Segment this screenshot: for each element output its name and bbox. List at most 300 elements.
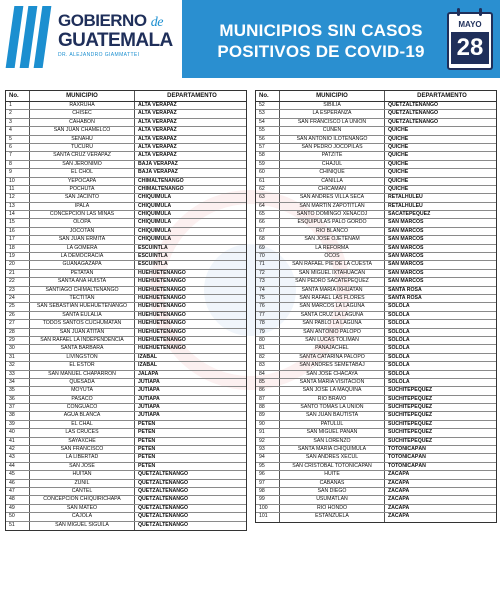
cell-no: 1 bbox=[6, 102, 30, 109]
table-row bbox=[6, 429, 246, 437]
cell-departamento: SAN MARCOS bbox=[388, 244, 424, 251]
table-row bbox=[6, 522, 246, 530]
table-row bbox=[6, 496, 246, 504]
cell-no: 57 bbox=[256, 144, 280, 151]
cell-no: 35 bbox=[6, 387, 30, 394]
cell-municipio: RIO BRAVO bbox=[280, 396, 385, 403]
table-row bbox=[256, 463, 496, 471]
table-row bbox=[6, 337, 246, 345]
cell-departamento: SOLOLÁ bbox=[388, 353, 410, 360]
cell-municipio: SAN JUAN CHAMELCO bbox=[30, 127, 135, 134]
cell-departamento: JALAPA bbox=[138, 370, 159, 377]
cell-departamento: HUEHUETENANGO bbox=[138, 294, 186, 301]
cell-no: 85 bbox=[256, 379, 280, 386]
cell-no: 33 bbox=[6, 371, 30, 378]
cell-departamento: HUEHUETENANGO bbox=[138, 269, 186, 276]
cell-municipio: PASACO bbox=[30, 396, 135, 403]
table-row bbox=[6, 161, 246, 169]
cell-municipio: SANTA CATARINA PALOPO bbox=[280, 354, 385, 361]
cell-municipio: SAYAXCHE bbox=[30, 438, 135, 445]
table-row bbox=[256, 136, 496, 144]
table-row bbox=[6, 488, 246, 496]
cell-municipio: SAN ANTONIO ILOTENANGO bbox=[280, 136, 385, 143]
cell-no: 72 bbox=[256, 270, 280, 277]
table-row bbox=[256, 404, 496, 412]
cell-departamento: TOTONICAPÁN bbox=[388, 454, 426, 461]
cell-departamento: BAJA VERAPAZ bbox=[138, 169, 178, 176]
cell-no: 5 bbox=[6, 136, 30, 143]
cell-no: 46 bbox=[6, 480, 30, 487]
table-row bbox=[6, 421, 246, 429]
calendar-month: MAYO bbox=[458, 20, 482, 29]
cell-municipio: CABAÑAS bbox=[280, 480, 385, 487]
cell-departamento: QUETZALTENANGO bbox=[138, 496, 189, 503]
cell-no: 88 bbox=[256, 404, 280, 411]
cell-departamento: QUICHÉ bbox=[388, 152, 409, 159]
cell-municipio: SAN JOSE bbox=[30, 463, 135, 470]
table-row bbox=[256, 488, 496, 496]
cell-municipio: SAN DIEGO bbox=[280, 488, 385, 495]
table-row bbox=[6, 438, 246, 446]
cell-municipio: SAN JOSE CHACAYA bbox=[280, 371, 385, 378]
cell-municipio: SAN JOSE OJETENAM bbox=[280, 236, 385, 243]
cell-municipio: GUANAGAZAPA bbox=[30, 261, 135, 268]
cell-no: 29 bbox=[6, 337, 30, 344]
cell-municipio: SAN JOSE LA MAQUINA bbox=[280, 387, 385, 394]
cell-departamento: SUCHITEPÉQUEZ bbox=[388, 437, 433, 444]
cell-departamento: QUICHÉ bbox=[388, 185, 409, 192]
cell-municipio: SANTA CRUZ LA LAGUNA bbox=[280, 312, 385, 319]
cell-municipio: SANTA EULALIA bbox=[30, 312, 135, 319]
table-row bbox=[6, 211, 246, 219]
cell-municipio: EL ESTOR bbox=[30, 362, 135, 369]
cell-municipio: SAN RAFAEL PIE DE LA CUESTA bbox=[280, 261, 385, 268]
cell-no: 31 bbox=[6, 354, 30, 361]
cell-no: 69 bbox=[256, 245, 280, 252]
table-row bbox=[6, 203, 246, 211]
table-row bbox=[256, 471, 496, 479]
cell-no: 54 bbox=[256, 119, 280, 126]
cell-municipio: CONCEPCION LAS MINAS bbox=[30, 211, 135, 218]
cell-municipio: SIBILIA bbox=[280, 102, 385, 109]
cell-no: 4 bbox=[6, 127, 30, 134]
cell-municipio: SAN FRANCISCO LA UNION bbox=[280, 119, 385, 126]
header-departamento: DEPARTAMENTO bbox=[167, 93, 217, 99]
table-row bbox=[256, 412, 496, 420]
cell-departamento: ZACAPA bbox=[388, 513, 410, 520]
calendar-icon bbox=[447, 8, 493, 70]
cell-departamento: QUICHÉ bbox=[388, 135, 409, 142]
table-row bbox=[6, 471, 246, 479]
cell-municipio: SAN ANDRES VILLA SECA bbox=[280, 194, 385, 201]
cell-departamento: SAN MARCOS bbox=[388, 278, 424, 285]
cell-municipio: SAN SEBASTIAN HUEHUETENANGO bbox=[30, 303, 135, 310]
cell-no: 17 bbox=[6, 236, 30, 243]
table-row bbox=[256, 379, 496, 387]
cell-municipio: USUMATLAN bbox=[280, 496, 385, 503]
cell-no: 38 bbox=[6, 412, 30, 419]
table-row bbox=[256, 303, 496, 311]
cell-municipio: SAN JACINTO bbox=[30, 194, 135, 201]
cell-no: 26 bbox=[6, 312, 30, 319]
cell-municipio: SAN MATEO bbox=[30, 505, 135, 512]
table-row bbox=[256, 505, 496, 513]
table-row bbox=[6, 396, 246, 404]
cell-no: 89 bbox=[256, 412, 280, 419]
cell-no: 93 bbox=[256, 446, 280, 453]
cell-no: 101 bbox=[256, 513, 280, 521]
cell-no: 44 bbox=[6, 463, 30, 470]
cell-departamento: SAN MARCOS bbox=[388, 236, 424, 243]
cell-departamento: CHIMALTENANGO bbox=[138, 185, 184, 192]
cell-departamento: QUETZALTENANGO bbox=[138, 521, 189, 528]
cell-no: 41 bbox=[6, 438, 30, 445]
cell-municipio: EL CHOL bbox=[30, 169, 135, 176]
table-row bbox=[256, 203, 496, 211]
municipios-table-right bbox=[255, 90, 497, 523]
table-row bbox=[6, 245, 246, 253]
cell-no: 30 bbox=[6, 345, 30, 352]
cell-no: 40 bbox=[6, 429, 30, 436]
table-row bbox=[6, 169, 246, 177]
cell-no: 13 bbox=[6, 203, 30, 210]
table-row bbox=[256, 345, 496, 353]
cell-no: 51 bbox=[6, 522, 30, 530]
table-row bbox=[256, 287, 496, 295]
cell-departamento: HUEHUETENANGO bbox=[138, 345, 186, 352]
cell-municipio: TECTITAN bbox=[30, 295, 135, 302]
cell-departamento: SAN MARCOS bbox=[388, 227, 424, 234]
cell-no: 15 bbox=[6, 219, 30, 226]
table-row bbox=[6, 320, 246, 328]
cell-departamento: SOLOLÁ bbox=[388, 328, 410, 335]
cell-municipio: LA LIBERTAD bbox=[30, 454, 135, 461]
cell-municipio: SAN MIGUEL PANAN bbox=[280, 429, 385, 436]
table-row bbox=[6, 287, 246, 295]
cell-departamento: SUCHITEPÉQUEZ bbox=[388, 395, 433, 402]
cell-municipio: CONGUACO bbox=[30, 404, 135, 411]
cell-departamento: SOLOLÁ bbox=[388, 370, 410, 377]
cell-departamento: QUETZALTENANGO bbox=[138, 487, 189, 494]
table-row bbox=[6, 253, 246, 261]
cell-departamento: CHIQUIMULA bbox=[138, 202, 172, 209]
cell-municipio: ESTANZUELA bbox=[280, 513, 385, 521]
table-row bbox=[256, 421, 496, 429]
cell-departamento: ALTA VERAPAZ bbox=[138, 143, 177, 150]
table-row bbox=[6, 345, 246, 353]
cell-municipio: PETATAN bbox=[30, 270, 135, 277]
cell-departamento: SOLOLÁ bbox=[388, 303, 410, 310]
cell-municipio: CONCEPCION CHIQUIRICHAPA bbox=[30, 496, 135, 503]
cell-departamento: CHIQUIMULA bbox=[138, 194, 172, 201]
cell-municipio: AGUA BLANCA bbox=[30, 412, 135, 419]
table-row bbox=[6, 513, 246, 521]
cell-departamento: CHIQUIMULA bbox=[138, 236, 172, 243]
table-row bbox=[256, 211, 496, 219]
cell-municipio: CHINIQUE bbox=[280, 169, 385, 176]
table-row bbox=[6, 295, 246, 303]
cell-departamento: ESCUINTLA bbox=[138, 253, 168, 260]
cell-departamento: SOLOLÁ bbox=[388, 320, 410, 327]
cell-no: 66 bbox=[256, 219, 280, 226]
page-title bbox=[196, 20, 446, 62]
cell-municipio: POCHUTA bbox=[30, 186, 135, 193]
cell-no: 91 bbox=[256, 429, 280, 436]
cell-departamento: CHIMALTENANGO bbox=[138, 177, 184, 184]
cell-no: 53 bbox=[256, 110, 280, 117]
cell-municipio: SAN LUCAS TOLIMAN bbox=[280, 337, 385, 344]
table-row bbox=[256, 253, 496, 261]
cell-no: 62 bbox=[256, 186, 280, 193]
table-row bbox=[6, 454, 246, 462]
table-row bbox=[256, 178, 496, 186]
cell-municipio: SAN FRANCISCO bbox=[30, 446, 135, 453]
cell-municipio: SAN ANDRES SEMETABAJ bbox=[280, 362, 385, 369]
table-row bbox=[256, 119, 496, 127]
cell-departamento: SOLOLÁ bbox=[388, 345, 410, 352]
cell-municipio: SAN ANDRES XECUL bbox=[280, 454, 385, 461]
cell-municipio: RAXRUHA bbox=[30, 102, 135, 109]
cell-municipio: SANTA ANA HUISTA bbox=[30, 278, 135, 285]
cell-departamento: QUETZALTENANGO bbox=[388, 118, 439, 125]
table-row bbox=[256, 496, 496, 504]
table-body-right bbox=[256, 102, 496, 522]
cell-no: 75 bbox=[256, 295, 280, 302]
table-row bbox=[6, 303, 246, 311]
cell-municipio: SAN ANTONIO PALOPO bbox=[280, 329, 385, 336]
cell-no: 21 bbox=[6, 270, 30, 277]
cell-no: 98 bbox=[256, 488, 280, 495]
cell-no: 19 bbox=[6, 253, 30, 260]
header-municipio: MUNICIPIO bbox=[280, 91, 385, 101]
table-row bbox=[256, 152, 496, 160]
cell-departamento: ZACAPA bbox=[388, 496, 410, 503]
logo-text bbox=[58, 12, 180, 58]
cell-departamento: ZACAPA bbox=[388, 504, 410, 511]
cell-departamento: ESCUINTLA bbox=[138, 244, 168, 251]
cell-no: 36 bbox=[6, 396, 30, 403]
cell-departamento: SOLOLÁ bbox=[388, 311, 410, 318]
cell-no: 25 bbox=[6, 303, 30, 310]
cell-municipio: SAN JUAN ERMITA bbox=[30, 236, 135, 243]
cell-municipio: SAN MARCOS LA LAGUNA bbox=[280, 303, 385, 310]
cell-municipio: CUNEN bbox=[280, 127, 385, 134]
cell-no: 95 bbox=[256, 463, 280, 470]
cell-municipio: SAN JUAN BAUTISTA bbox=[280, 412, 385, 419]
cell-departamento: CHIQUIMULA bbox=[138, 211, 172, 218]
table-row bbox=[6, 102, 246, 110]
table-row bbox=[256, 161, 496, 169]
cell-municipio: PATULUL bbox=[280, 421, 385, 428]
title-line2: POSITIVOS DE COVID-19 bbox=[217, 42, 425, 61]
table-row bbox=[256, 278, 496, 286]
table-row bbox=[6, 152, 246, 160]
table-row bbox=[256, 337, 496, 345]
table-row bbox=[256, 480, 496, 488]
cell-no: 79 bbox=[256, 329, 280, 336]
cell-departamento: QUICHÉ bbox=[388, 143, 409, 150]
logo-line3: DR. ALEJANDRO GIAMMATTEI bbox=[58, 52, 140, 58]
table-row bbox=[6, 119, 246, 127]
cell-departamento: HUEHUETENANGO bbox=[138, 311, 186, 318]
table-row bbox=[6, 371, 246, 379]
table-row bbox=[256, 329, 496, 337]
table-row bbox=[256, 261, 496, 269]
table-row bbox=[256, 429, 496, 437]
cell-departamento: SANTA ROSA bbox=[388, 286, 422, 293]
cell-no: 9 bbox=[6, 169, 30, 176]
header-municipio: MUNICIPIO bbox=[30, 91, 135, 101]
table-row bbox=[6, 463, 246, 471]
cell-departamento: SUCHITEPÉQUEZ bbox=[388, 404, 433, 411]
cell-departamento: TOTONICAPÁN bbox=[388, 446, 426, 453]
cell-municipio: SANTA MARIA VISITACION bbox=[280, 379, 385, 386]
cell-no: 99 bbox=[256, 496, 280, 503]
cell-municipio: LA GOMERA bbox=[30, 245, 135, 252]
cell-municipio: SAN PEDRO JOCOPILAS bbox=[280, 144, 385, 151]
cell-no: 28 bbox=[6, 329, 30, 336]
cell-no: 97 bbox=[256, 480, 280, 487]
cell-departamento: PETÉN bbox=[138, 437, 156, 444]
cell-departamento: HUEHUETENANGO bbox=[138, 286, 186, 293]
cell-no: 50 bbox=[6, 513, 30, 520]
table-row bbox=[256, 186, 496, 194]
table-row bbox=[6, 127, 246, 135]
cell-no: 59 bbox=[256, 161, 280, 168]
cell-municipio: SANTA MARIA IXHUATAN bbox=[280, 287, 385, 294]
cell-departamento: SUCHITEPÉQUEZ bbox=[388, 412, 433, 419]
header-departamento: DEPARTAMENTO bbox=[417, 93, 467, 99]
cell-departamento: SUCHITEPÉQUEZ bbox=[388, 420, 433, 427]
table-row bbox=[256, 446, 496, 454]
cell-no: 55 bbox=[256, 127, 280, 134]
cell-no: 6 bbox=[6, 144, 30, 151]
table-row bbox=[6, 354, 246, 362]
cell-departamento: PETÉN bbox=[138, 420, 156, 427]
cell-departamento: JUTIAPA bbox=[138, 378, 160, 385]
table-row bbox=[256, 127, 496, 135]
calendar-rings bbox=[447, 8, 493, 16]
title-banner bbox=[182, 0, 500, 78]
cell-municipio: CANTEL bbox=[30, 488, 135, 495]
cell-departamento: SUCHITEPÉQUEZ bbox=[388, 387, 433, 394]
cell-departamento: SOLOLÁ bbox=[388, 336, 410, 343]
cell-municipio: SAN MIGUEL SIGUILA bbox=[30, 522, 135, 530]
cell-municipio: IPALA bbox=[30, 203, 135, 210]
table-row bbox=[256, 110, 496, 118]
table-row bbox=[256, 371, 496, 379]
table-row bbox=[6, 412, 246, 420]
cell-no: 100 bbox=[256, 505, 280, 512]
cell-departamento: RETALHULEU bbox=[388, 202, 423, 209]
cell-no: 74 bbox=[256, 287, 280, 294]
cell-municipio: SAN CRISTOBAL TOTONICAPAN bbox=[280, 463, 385, 470]
cell-no: 3 bbox=[6, 119, 30, 126]
cell-municipio: LA REFORMA bbox=[280, 245, 385, 252]
municipios-table-left bbox=[5, 90, 247, 531]
header bbox=[0, 0, 500, 78]
cell-municipio: OCOS bbox=[280, 253, 385, 260]
cell-departamento: ZACAPA bbox=[388, 479, 410, 486]
cell-no: 14 bbox=[6, 211, 30, 218]
table-row bbox=[6, 178, 246, 186]
table-row bbox=[6, 312, 246, 320]
table-row bbox=[6, 329, 246, 337]
cell-departamento: QUETZALTENANGO bbox=[388, 102, 439, 108]
cell-departamento: HUEHUETENANGO bbox=[138, 336, 186, 343]
cell-departamento: SANTA ROSA bbox=[388, 294, 422, 301]
cell-departamento: SACATEPÉQUEZ bbox=[388, 211, 431, 218]
cell-municipio: PATZITE bbox=[280, 152, 385, 159]
cell-no: 22 bbox=[6, 278, 30, 285]
cell-no: 48 bbox=[6, 496, 30, 503]
cell-no: 16 bbox=[6, 228, 30, 235]
cell-departamento: PETÉN bbox=[138, 462, 156, 469]
cell-no: 84 bbox=[256, 371, 280, 378]
cell-no: 90 bbox=[256, 421, 280, 428]
cell-no: 94 bbox=[256, 454, 280, 461]
cell-municipio: LA ESPERANZA bbox=[280, 110, 385, 117]
cell-no: 92 bbox=[256, 438, 280, 445]
table-row bbox=[6, 270, 246, 278]
cell-no: 63 bbox=[256, 194, 280, 201]
cell-municipio: CHICAMAN bbox=[280, 186, 385, 193]
cell-municipio: SENAHU bbox=[30, 136, 135, 143]
cell-municipio: SANTA BARBARA bbox=[30, 345, 135, 352]
table-row bbox=[256, 295, 496, 303]
cell-departamento: ALTA VERAPAZ bbox=[138, 152, 177, 159]
cell-no: 58 bbox=[256, 152, 280, 159]
cell-no: 70 bbox=[256, 253, 280, 260]
table-row bbox=[256, 387, 496, 395]
cell-municipio: MOYUTA bbox=[30, 387, 135, 394]
cell-no: 60 bbox=[256, 169, 280, 176]
cell-departamento: TOTONICAPÁN bbox=[388, 462, 426, 469]
table-row bbox=[6, 228, 246, 236]
cell-municipio: OLOPA bbox=[30, 219, 135, 226]
cell-no: 80 bbox=[256, 337, 280, 344]
cell-no: 39 bbox=[6, 421, 30, 428]
table-row bbox=[256, 169, 496, 177]
cell-no: 47 bbox=[6, 488, 30, 495]
cell-departamento: SOLOLÁ bbox=[388, 362, 410, 369]
table-row bbox=[256, 454, 496, 462]
cell-municipio: LA DEMOCRACIA bbox=[30, 253, 135, 260]
cell-no: 67 bbox=[256, 228, 280, 235]
cell-departamento: PETÉN bbox=[138, 454, 156, 461]
cell-municipio: QUESADA bbox=[30, 379, 135, 386]
table-row bbox=[256, 362, 496, 370]
table-row bbox=[6, 261, 246, 269]
table-row bbox=[256, 236, 496, 244]
cell-departamento: QUICHÉ bbox=[388, 127, 409, 134]
cell-no: 81 bbox=[256, 345, 280, 352]
table-row bbox=[6, 144, 246, 152]
cell-departamento: PETÉN bbox=[138, 446, 156, 453]
cell-departamento: HUEHUETENANGO bbox=[138, 278, 186, 285]
cell-no: 96 bbox=[256, 471, 280, 478]
cell-departamento: SAN MARCOS bbox=[388, 219, 424, 226]
cell-municipio: RIO HONDO bbox=[280, 505, 385, 512]
cell-no: 45 bbox=[6, 471, 30, 478]
cell-municipio: SANTA CRUZ VERAPAZ bbox=[30, 152, 135, 159]
cell-departamento: JUTIAPA bbox=[138, 395, 160, 402]
cell-departamento: RETALHULEU bbox=[388, 194, 423, 201]
cell-municipio: SAN MIGUEL IXTAHUACAN bbox=[280, 270, 385, 277]
cell-departamento: CHIQUIMULA bbox=[138, 219, 172, 226]
cell-municipio: SAN LORENZO bbox=[280, 438, 385, 445]
table-row bbox=[6, 110, 246, 118]
